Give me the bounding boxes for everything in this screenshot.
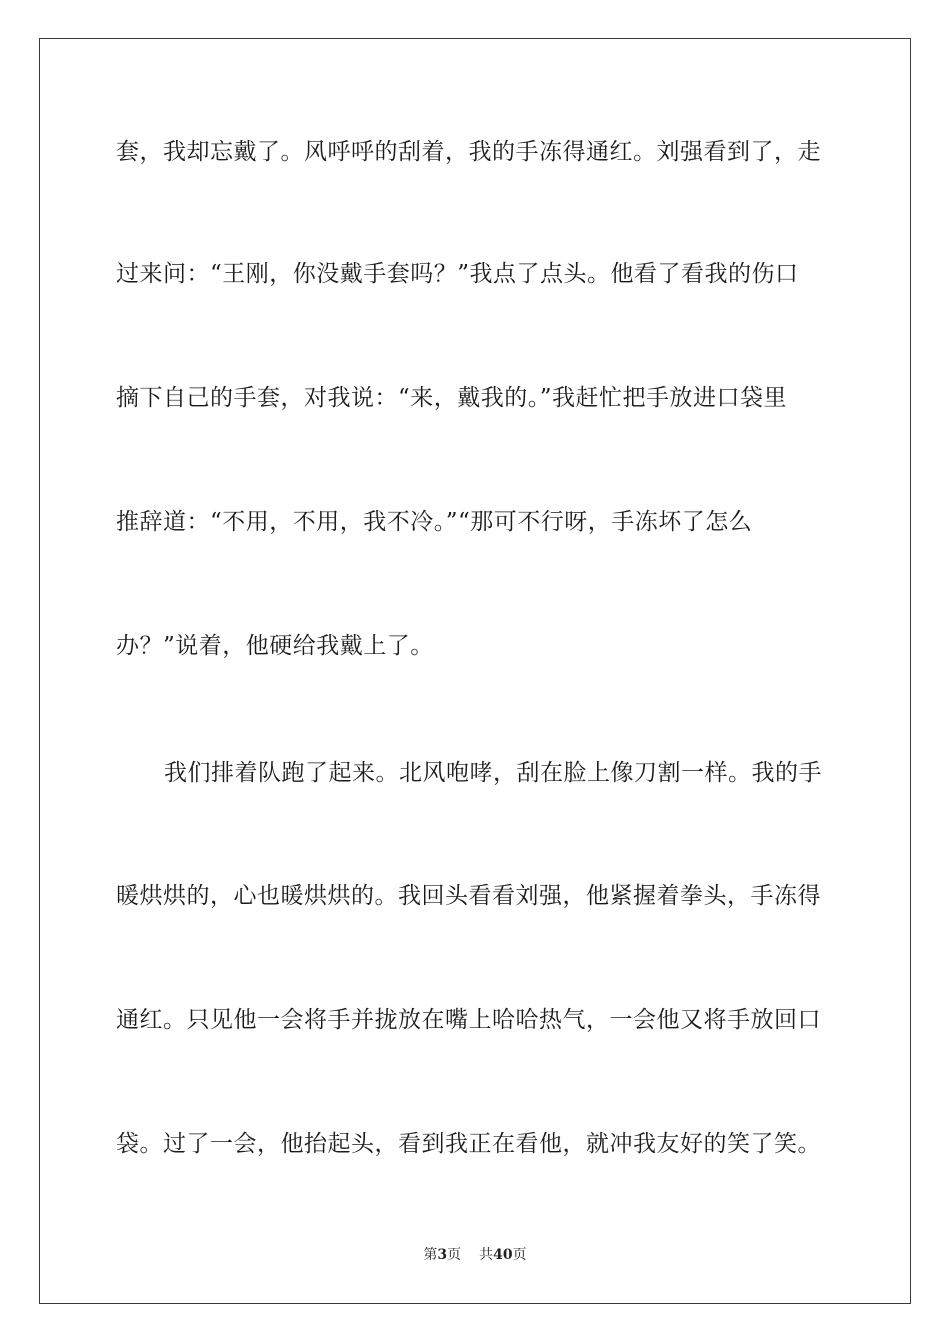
text-line-4: 推辞道：“不用，不用，我不冷。”“那可不行呀，手冻坏了怎么: [116, 509, 753, 535]
text-line-2: 过来问：“王刚，你没戴手套吗？”我点了点头。他看了看我的伤口: [116, 261, 799, 287]
page-prefix: 第: [423, 1247, 438, 1263]
total-suffix: 页: [512, 1247, 527, 1263]
text-line-7: 暖烘烘的，心也暖烘烘的。我回头看看刘强，他紧握着拳头，手冻得: [116, 883, 821, 909]
page-suffix: 页: [447, 1247, 462, 1263]
total-pages: 40: [493, 1247, 513, 1263]
text-line-8: 通红。只见他一会将手并拢放在嘴上哈哈热气，一会他又将手放回口: [116, 1007, 821, 1033]
text-line-6: 我们排着队跑了起来。北风咆哮，刮在脸上像刀割一样。我的手: [164, 760, 822, 786]
total-prefix: 共: [479, 1247, 494, 1263]
text-line-1: 套，我却忘戴了。风呼呼的刮着，我的手冻得通红。刘强看到了，走: [116, 139, 821, 165]
page-border: [39, 38, 911, 1304]
page-footer: [0, 1246, 950, 1264]
text-line-3: 摘下自己的手套，对我说：“来，戴我的。”我赶忙把手放进口袋里: [116, 385, 788, 411]
text-line-9: 袋。过了一会，他抬起头，看到我正在看他，就冲我友好的笑了笑。: [116, 1131, 821, 1157]
text-line-5: 办？”说着，他硬给我戴上了。: [116, 633, 434, 659]
page-number: 3: [437, 1247, 448, 1263]
